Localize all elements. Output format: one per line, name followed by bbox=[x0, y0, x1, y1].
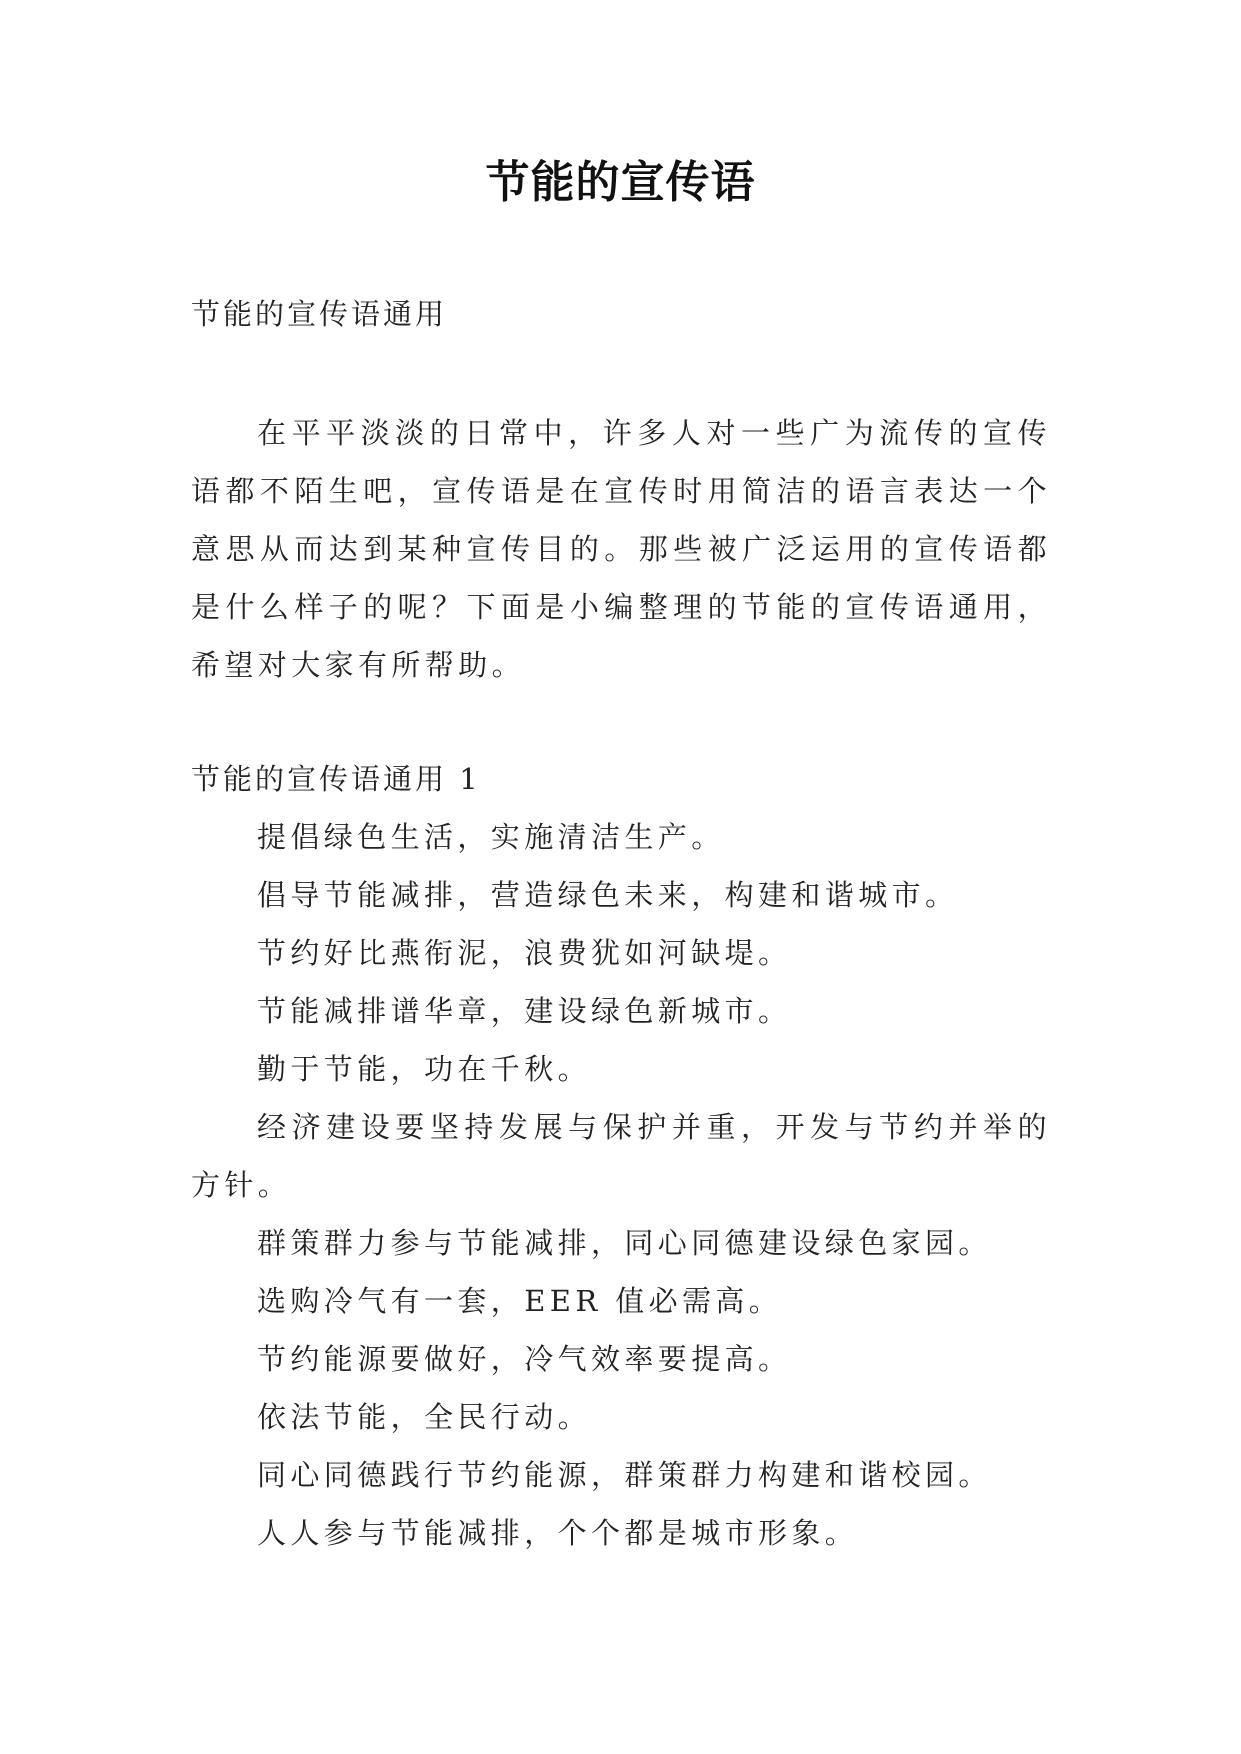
slogan-item: 勤于节能，功在千秋。 bbox=[257, 1052, 592, 1086]
slogan-item: 节约好比燕衔泥，浪费犹如河缺堤。 bbox=[257, 936, 792, 970]
slogan-item: 倡导节能减排，营造绿色未来，构建和谐城市。 bbox=[257, 878, 959, 912]
slogan-item: 选购冷气有一套，EER 值必需高。 bbox=[257, 1284, 783, 1318]
slogan-section bbox=[191, 750, 1051, 1562]
document-subtitle: 节能的宣传语通用 bbox=[191, 297, 448, 331]
slogan-item: 群策群力参与节能减排，同心同德建设绿色家园。 bbox=[257, 1226, 992, 1260]
slogan-item: 人人参与节能减排，个个都是城市形象。 bbox=[257, 1516, 859, 1550]
intro-paragraph: 在平平淡淡的日常中，许多人对一些广为流传的宣传语都不陌生吧，宣传语是在宣传时用简洁的语言表达一个意思从而达到某种宣传目的。那些被广泛运用的宣传语都是什么样子的呢？下面是小编整理的节能的宣传语通用，希望对大家有所帮助。 bbox=[191, 416, 1051, 682]
slogan-list bbox=[191, 808, 1051, 1562]
slogan-item: 节约能源要做好，冷气效率要提高。 bbox=[257, 1342, 792, 1376]
slogan-item: 依法节能，全民行动。 bbox=[257, 1400, 592, 1434]
slogan-item: 提倡绿色生活，实施清洁生产。 bbox=[257, 820, 725, 854]
slogan-item: 同心同德践行节约能源，群策群力构建和谐校园。 bbox=[257, 1458, 992, 1492]
slogan-item: 节能减排谱华章，建设绿色新城市。 bbox=[257, 994, 792, 1028]
document-title: 节能的宣传语 bbox=[485, 157, 756, 208]
slogan-item: 经济建设要坚持发展与保护并重，开发与节约并举的方针。 bbox=[191, 1110, 1051, 1202]
section-heading: 节能的宣传语通用 1 bbox=[191, 762, 481, 796]
